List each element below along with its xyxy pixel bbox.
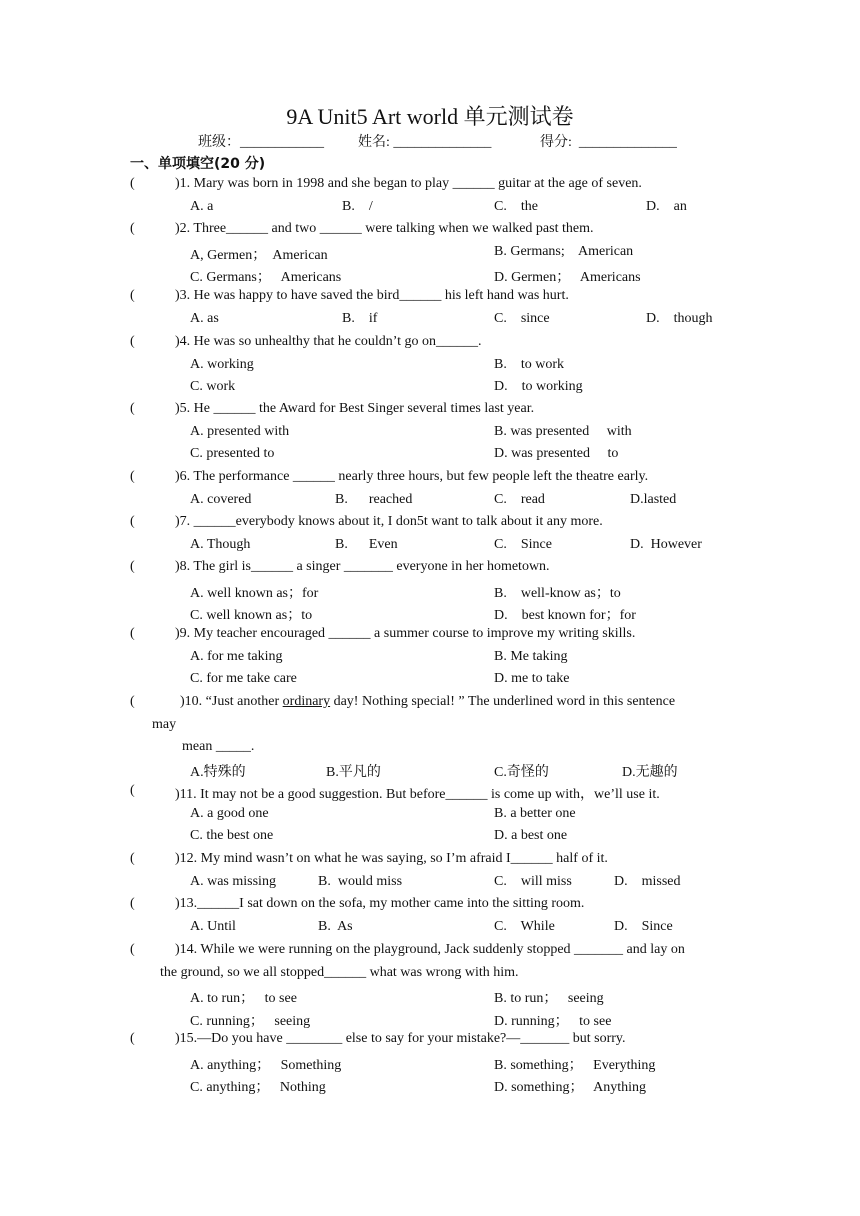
option-d: D. an (646, 198, 687, 214)
question-stem: )6. The performance ______ nearly three hours, but few people left the theatre early. (175, 469, 649, 484)
option-c: C. work (190, 379, 236, 394)
class-label: 班级：____________ (198, 135, 324, 150)
option-c: C. running； seeing (190, 1013, 311, 1029)
option-b: B.平凡的 (326, 764, 381, 780)
option-d: D.无趣的 (622, 764, 678, 780)
option-a: A. for me taking (190, 648, 283, 664)
option-c: C. well known as；to (190, 608, 313, 623)
option-a: A. was missing (190, 873, 276, 889)
option-a: A. well known as；for (190, 585, 319, 601)
option-c: C. While (494, 918, 555, 934)
option-a: A. working (190, 356, 254, 372)
option-a: A. as (190, 310, 219, 326)
page-title: 9A Unit5 Art world 单元测试卷 (286, 104, 574, 129)
answer-bracket: ( (130, 694, 135, 709)
option-a: A. Though (190, 536, 251, 552)
answer-bracket: ( (130, 851, 135, 866)
question-stem: )4. He was so unhealthy that he couldn’t go on______. (175, 334, 482, 349)
option-b: B. / (342, 198, 373, 214)
option-c: C. for me take care (190, 671, 297, 686)
answer-bracket: ( (130, 334, 135, 349)
answer-bracket: ( (130, 559, 135, 574)
option-c: C. Germans； Americans (190, 270, 342, 285)
option-b: B. a better one (494, 805, 576, 821)
option-c: C. since (494, 310, 550, 326)
option-b: B. to work (494, 356, 564, 372)
question-stem: )7. ______everybody knows about it, I don5t want to talk about it any more. (175, 514, 603, 529)
answer-bracket: ( (130, 401, 135, 416)
question-stem: )12. My mind wasn’t on what he was saying, so I’m afraid I______ half of it. (175, 851, 608, 866)
name-label: 姓名: ______________ (358, 135, 492, 150)
underlined-word: ordinary (282, 694, 331, 709)
question-stem (180, 694, 675, 710)
option-c: C. read (494, 491, 545, 507)
option-b: B. As (318, 918, 353, 934)
option-d: D. a best one (494, 828, 568, 843)
answer-bracket: ( (130, 221, 135, 236)
question-stem: )3. He was happy to have saved the bird______ his left hand was hurt. (175, 288, 569, 303)
option-c: C. anything； Nothing (190, 1080, 326, 1095)
option-d: D. me to take (494, 671, 570, 686)
option-a: A. a (190, 198, 214, 214)
option-a: A. anything； Something (190, 1057, 342, 1073)
option-c: C.奇怪的 (494, 764, 549, 780)
stem-text-after: day! Nothing special! ” The underlined word in this sentence (330, 694, 676, 709)
option-d: D. something； Anything (494, 1080, 647, 1095)
option-a: A, Germen； American (190, 247, 328, 263)
answer-bracket: ( (130, 176, 135, 191)
option-b: B. to run； seeing (494, 991, 604, 1006)
option-c: C. the (494, 198, 538, 214)
question-stem: )14. While we were running on the playground, Jack suddenly stopped _______ and lay on (175, 942, 685, 957)
question-stem-continued: mean _____. (182, 739, 255, 754)
answer-bracket: ( (130, 469, 135, 484)
question-stem: )8. The girl is______ a singer _______ everyone in her hometown. (175, 559, 550, 574)
question-stem: )11. It may not be a good suggestion. But before______ is come up with，we’ll use it. (175, 787, 660, 802)
option-d: D. running； to see (494, 1013, 612, 1029)
option-b: B. Me taking (494, 648, 568, 664)
question-stem-continued: may (152, 716, 177, 732)
option-d: D. Since (614, 918, 673, 934)
question-stem: )1. Mary was born in 1998 and she began to play ______ guitar at the age of seven. (175, 176, 642, 191)
answer-bracket: ( (130, 896, 135, 911)
option-c: C. the best one (190, 828, 274, 843)
option-d: D.lasted (630, 491, 677, 507)
option-b: B. Even (335, 536, 398, 552)
option-b: B. something； Everything (494, 1057, 656, 1073)
question-stem: )5. He ______ the Award for Best Singer several times last year. (175, 401, 535, 416)
option-b: B. Germans; American (494, 243, 634, 259)
option-a: A.特殊的 (190, 764, 246, 780)
option-d: D. to working (494, 379, 583, 394)
option-d: D. though (646, 310, 713, 326)
option-b: B. reached (335, 491, 413, 507)
question-stem: )2. Three______ and two ______ were talking when we walked past them. (175, 221, 594, 236)
option-d: D. was presented to (494, 446, 619, 461)
option-d: D. However (630, 536, 702, 552)
option-b: B. was presented with (494, 423, 632, 439)
option-b: B. well-know as；to (494, 585, 621, 601)
option-b: B. if (342, 310, 378, 326)
answer-bracket: ( (130, 514, 135, 529)
stem-text-before: )10. “Just another (180, 694, 283, 709)
answer-bracket: ( (130, 942, 135, 957)
option-c: C. Since (494, 536, 552, 552)
option-a: A. to run； to see (190, 991, 297, 1006)
option-c: C. presented to (190, 446, 275, 461)
option-d: D. Germen； Americans (494, 270, 641, 285)
option-d: D. missed (614, 873, 681, 889)
option-d: D. best known for；for (494, 608, 636, 623)
score-label: 得分: ______________ (540, 135, 677, 150)
section-title: 一、单项填空(20 分) (130, 156, 266, 172)
answer-bracket: ( (130, 783, 135, 798)
answer-bracket: ( (130, 288, 135, 303)
question-stem: )9. My teacher encouraged ______ a summer course to improve my writing skills. (175, 626, 636, 641)
question-stem: )15.—Do you have ________ else to say for your mistake?—_______ but sorry. (175, 1031, 626, 1046)
answer-bracket: ( (130, 626, 135, 641)
option-c: C. will miss (494, 873, 572, 889)
question-stem: )13.______I sat down on the sofa, my mother came into the sitting room. (175, 896, 585, 911)
option-a: A. covered (190, 491, 252, 507)
option-a: A. a good one (190, 805, 269, 821)
question-stem-continued: the ground, so we all stopped______ what was wrong with him. (160, 964, 519, 980)
option-a: A. Until (190, 918, 236, 934)
option-b: B. would miss (318, 873, 403, 889)
option-a: A. presented with (190, 423, 290, 439)
answer-bracket: ( (130, 1031, 135, 1046)
